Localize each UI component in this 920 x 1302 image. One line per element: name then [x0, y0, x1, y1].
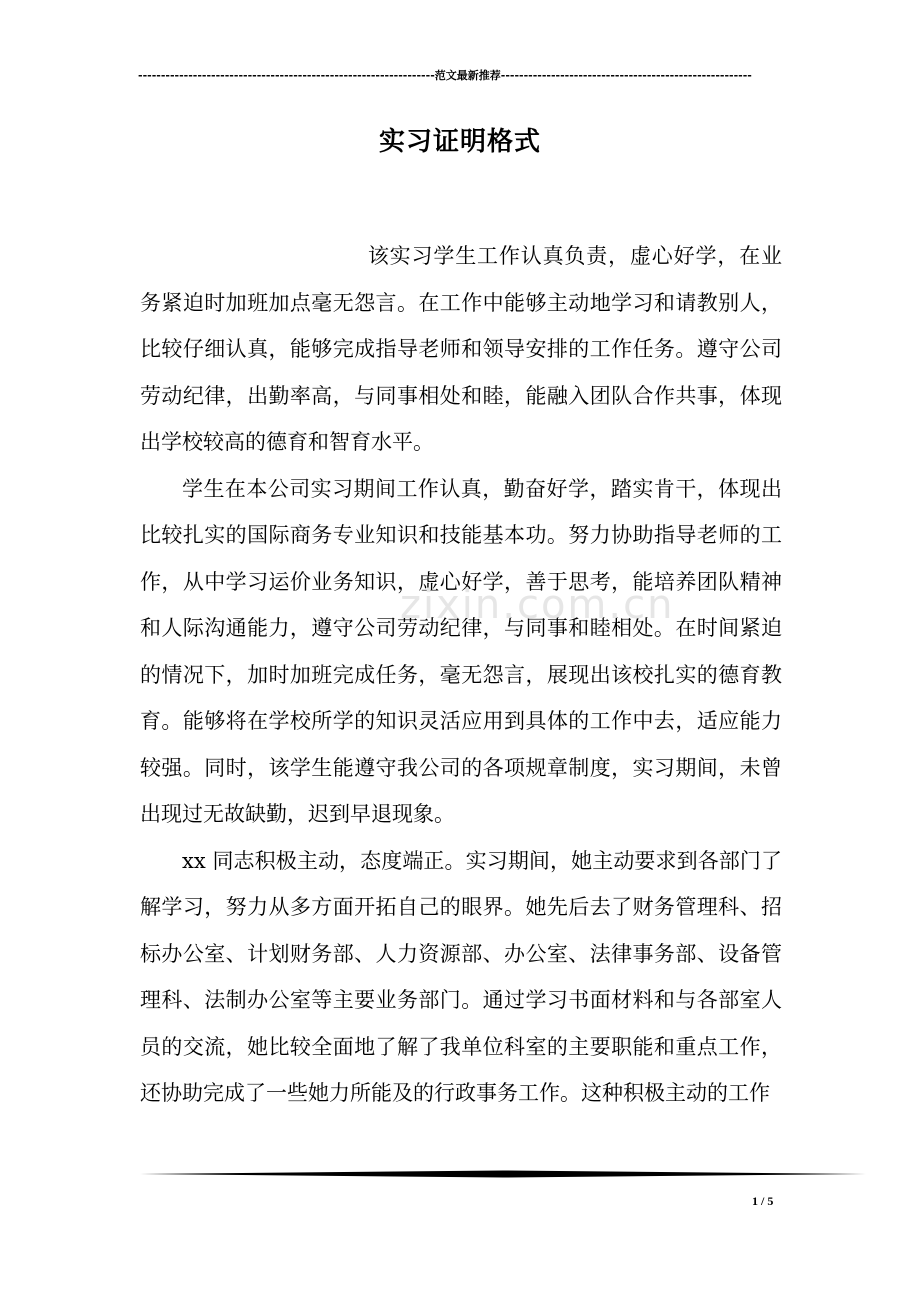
paragraph-1-text: 该实习学生工作认真负责，虚心好学，在业务紧迫时加班加点毫无怨言。在工作中能够主动地学习和请教别人，比较仔细认真，能够完成指导老师和领导安排的工作任务。遵守公司劳动纪律，出勤率高，与同事相处和睦，能融入团队合作共事，体现出学校较高的德育和智育水平。 — [140, 244, 782, 454]
paragraph-3: xx 同志积极主动，态度端正。实习期间，她主动要求到各部门了解学习，努力从多方面开拓自己的眼界。她先后去了财务管理科、招标办公室、计划财务部、人力资源部、办公室、法律事务部、设备管理科、法制办公室等主要业务部门。通过学习书面材料和与各部室人员的交流，她比较全面地了解了我单位科室的主要职能和重点工作，还协助完成了一些她力所能及的行政事务工作。这种积极主动的工作 — [140, 848, 782, 1105]
footer-divider — [140, 1170, 866, 1178]
document-title: 实习证明格式 — [378, 127, 541, 157]
paragraph-2: 学生在本公司实习期间工作认真，勤奋好学，踏实肯干，体现出比较扎实的国际商务专业知识和技能基本功。努力协助指导老师的工作，从中学习运价业务知识，虚心好学，善于思考，能培养团队精神和人际沟通能力，遵守公司劳动纪律，与同事和睦相处。在时间紧迫的情况下，加时加班完成任务，毫无怨言，展现出该校扎实的德育教育。能够将在学校所学的知识灵活应用到具体的工作中去，适应能力较强。同时，该学生能遵守我公司的各项规章制度，实习期间，未曾出现过无故缺勤，迟到早退现象。 — [140, 476, 782, 826]
paragraph-1 — [140, 233, 782, 466]
watermark: zixin.com.cn — [400, 582, 675, 628]
page-number: 1 / 5 — [752, 1194, 774, 1208]
document-body — [140, 233, 782, 1117]
header-banner: -----------------------------------------------------------------范文最新推荐------------------------------------------------------- — [138, 69, 752, 82]
